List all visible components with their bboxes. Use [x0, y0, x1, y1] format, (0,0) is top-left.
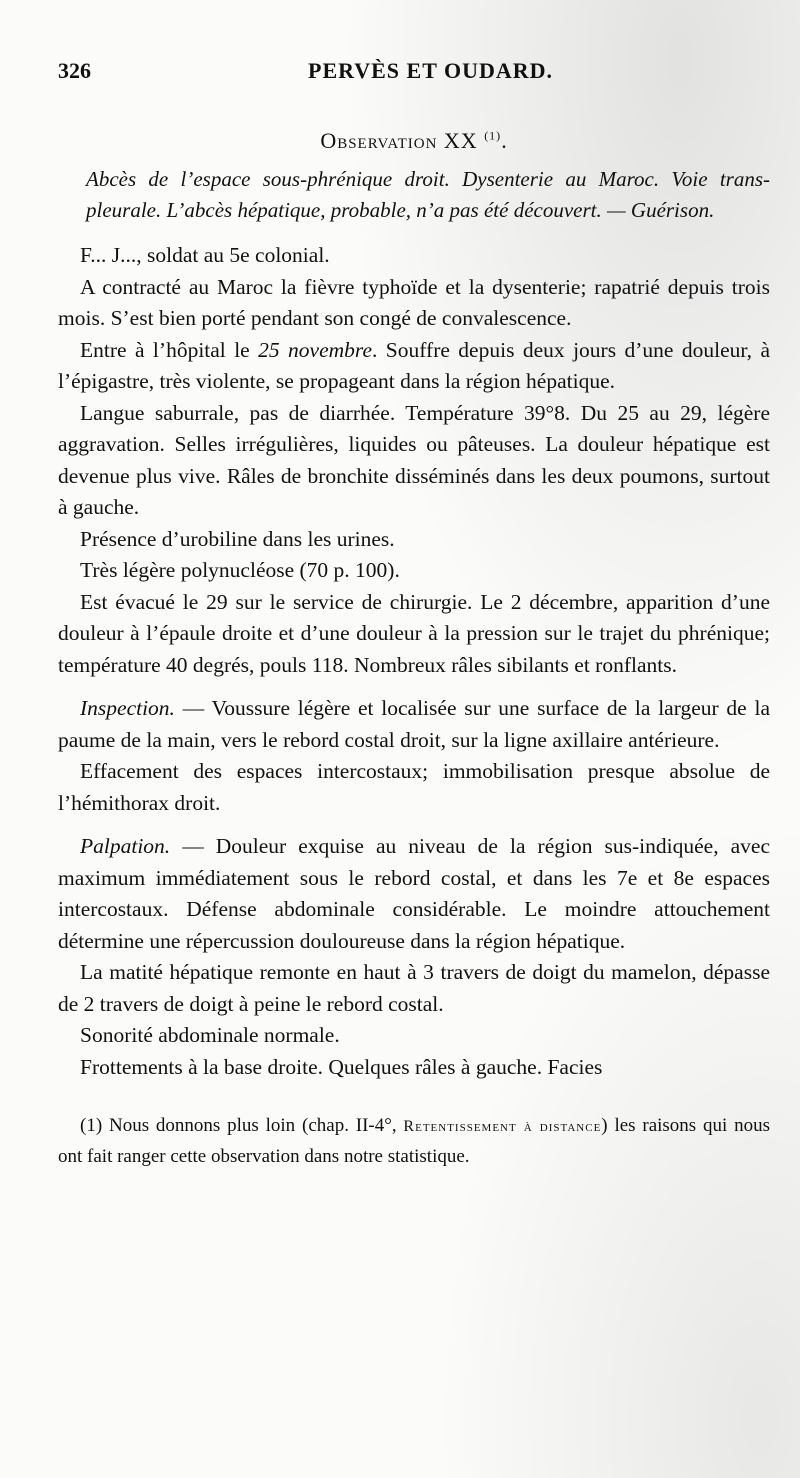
footnote-reference: (1): [484, 128, 502, 143]
page-number: 326: [58, 58, 91, 83]
observation-subtitle: Abcès de l’espace sous-phrénique droit. Dysenterie au Maroc. Voie trans-pleurale. L’abcès hépatique, probable, n’a pas été découvert. — Guérison.: [86, 167, 770, 222]
text: Nous donnons plus loin (chap. II-4°,: [102, 1115, 404, 1136]
paragraph-inspection: [58, 693, 770, 756]
paragraph-sonorite: Sonorité abdominale normale.: [80, 1023, 340, 1047]
admission-date: 25 novembre: [258, 337, 373, 362]
spacer: [58, 819, 770, 831]
observation-title-text: Observation XX: [320, 128, 478, 153]
paragraph-frottements: Frottements à la base droite. Quelques râles à gauche. Facies: [80, 1054, 603, 1079]
paragraph-intercostal: Effacement des espaces intercostaux; immobilisation presque absolue de l’hémithorax droit.: [58, 759, 770, 815]
paragraph-history: A contracté au Maroc la fièvre typhoïde et la dysenterie; rapatrié depuis trois mois. S’est bien porté pendant son congé de convalescence.: [58, 274, 770, 330]
running-title: PERVÈS ET OUDARD.: [308, 58, 554, 83]
text: ) les raisons qui nous ont fait ranger cette observation dans notre statistique.: [58, 1115, 771, 1167]
paragraph-admission: [58, 335, 770, 398]
paragraph-symptoms: Langue saburrale, pas de diarrhée. Température 39°8. Du 25 au 29, légère aggravation. Selles irrégulières, liquides ou pâteuses. La douleur hépatique est devenue plus vive. Râles de bronchite disséminés dans les deux poumons, surtout à gauche.: [58, 400, 770, 519]
paragraph-urobilin: Présence d’urobiline dans les urines.: [80, 526, 395, 551]
running-head: [58, 58, 770, 84]
footnote-smallcaps: Retentissement à distance: [403, 1118, 602, 1135]
paragraph-evacuation: Est évacué le 29 sur le service de chirurgie. Le 2 décembre, apparition d’une douleur à l’épaule droite et d’une douleur à la pression sur le trajet du phrénique; température 40 degrés, pouls 118. Nombreux râles sibilants et ronflants.: [58, 589, 770, 677]
paragraph-patient: F... J..., soldat au 5e colonial.: [80, 243, 330, 267]
spacer: [58, 681, 770, 693]
palpation-label: Palpation.: [80, 834, 171, 858]
text: — Voussure légère et localisée sur une surface de la largeur de la paume de la main, vers le rebord costal droit, sur la ligne axillaire antérieure.: [58, 696, 770, 752]
inspection-label: Inspection.: [80, 696, 175, 720]
paragraph-matite: La matité hépatique remonte en haut à 3 travers de doigt du mamelon, dépasse de 2 travers de doigt à peine le rebord costal.: [58, 960, 770, 1016]
footnote-mark: (1): [80, 1115, 103, 1136]
observation-title-end: .: [501, 128, 508, 153]
footnote: [58, 1111, 770, 1172]
text: Entre à l’hôpital le: [80, 337, 259, 362]
text: . Souffre depuis deux jours d’une douleur, à l’épigastre, très violente, se propageant dans la région hépatique.: [58, 337, 770, 393]
text: — Douleur exquise au niveau de la région sus-indiquée, avec maximum immédiatement sous le rebord costal, et dans les 7e et 8e espaces intercostaux. Défense abdominale considérable. Le moindre attouchement détermine une répercussion douloureuse dans la région hépatique.: [58, 834, 770, 953]
paragraph-palpation: [58, 831, 770, 957]
observation-title: [58, 128, 770, 154]
paragraph-polynucleosis: Très légère polynucléose (70 p. 100).: [80, 558, 400, 582]
